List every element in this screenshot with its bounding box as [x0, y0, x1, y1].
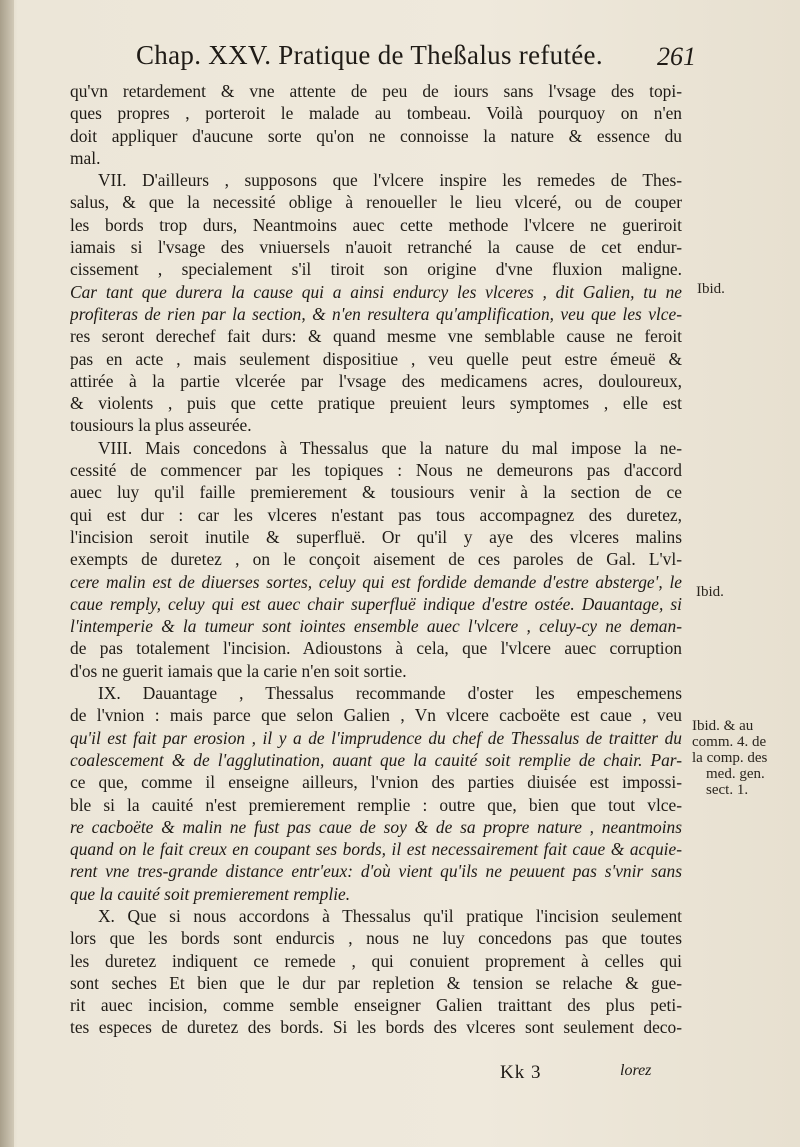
text-line: tes especes de duretez des bords. Si les bords des vlceres sont seulement deco-: [70, 1017, 682, 1038]
text-line: de pas totalement l'incision. Adioustons à cela, que l'vlcere auec corruption: [70, 638, 682, 659]
text-line: profiteras de rien par la section, & n'en resultera qu'amplification, veu que les vlce-: [70, 303, 682, 324]
margin-note-line: comm. 4. de: [692, 734, 767, 750]
signature-mark: Kk 3: [500, 1062, 542, 1083]
text-line: attirée à la partie vlcerée par l'vsage des medicamens acres, douloureux,: [70, 370, 682, 391]
margin-note-ibid-2: Ibid.: [696, 584, 724, 600]
text-line: ce que, comme il enseigne ailleurs, l'vnion des parties diuisée est impossi-: [70, 772, 682, 793]
body-text: [70, 80, 682, 1039]
text-line: sont seches Et bien que le dur par repletion & tension se relache & gue-: [70, 972, 682, 993]
text-line: ques propres , porteroit le malade au tombeau. Voilà pourquoy on n'en: [70, 103, 682, 124]
text-line: cere malin est de diuerses sortes, celuy qui est fordide demande d'estre absterge', le: [70, 571, 682, 592]
text-line: qu'il est fait par erosion , il y a de l'imprudence du chef de Thessalus de traitter du: [70, 727, 682, 748]
margin-note-line: med. gen.: [706, 766, 765, 782]
text-line: de l'vnion : mais parce que selon Galien , Vn vlcere cacboëte est caue , veu: [70, 705, 682, 726]
text-line: les duretez indiquent ce remede , qui conuient proprement à celles qui: [70, 950, 682, 971]
text-line: cessité de commencer par les topiques : Nous ne demeurons pas d'accord: [70, 460, 682, 481]
text-line: qu'vn retardement & vne attente de peu de iours sans l'vsage des topi-: [70, 81, 682, 101]
text-line: doit appliquer d'aucune sorte qu'on ne connoisse la nature & essence du: [70, 125, 682, 146]
text-line: les bords trop durs, Neantmoins auec cette methode l'vlcere ne gueriroit: [70, 214, 682, 235]
binding-gutter: [0, 0, 14, 1147]
text-line: exempts de duretez , on le conçoit aisement de ces paroles de Gal. L'vl-: [70, 549, 682, 570]
margin-note-line: la comp. des: [692, 750, 768, 766]
margin-note-line: Ibid. & au: [692, 718, 754, 734]
text-line: caue remply, celuy qui est auec chair superfluë indique d'estre ostée. Dauantage, si: [70, 593, 682, 614]
text-line: re cacboëte & malin ne fust pas caue de soy & de sa propre nature , neantmoins: [70, 816, 682, 837]
text-line: coalescement & de l'agglutination, auant que la cauité soit remplie de chair. Par-: [70, 749, 682, 770]
text-line: Car tant que durera la cause qui a ainsi endurcy les vlceres , dit Galien, tu ne: [70, 281, 682, 302]
text-line: salus, & que la necessité oblige à renoueller le lieu vlceré, ou de couper: [70, 192, 682, 213]
text-line: cissement , specialement s'il tiroit son origine d'vne fluxion maligne.: [70, 259, 682, 280]
text-line: VII. D'ailleurs , supposons que l'vlcere inspire les remedes de Thes-: [98, 170, 682, 191]
text-line: VIII. Mais concedons à Thessalus que la nature du mal impose la ne-: [98, 437, 682, 458]
running-header: [136, 40, 696, 80]
text-line: mal.: [70, 147, 101, 168]
margin-note-line: sect. 1.: [706, 782, 749, 798]
text-line: rit auec incision, comme semble enseigner Galien traittant des plus peti-: [70, 995, 682, 1016]
text-line: d'os ne guerit iamais que la carie n'en soit sortie.: [70, 660, 407, 681]
text-line: res seront derechef fait durs: & quand mesme vne semblable cause ne feroit: [70, 326, 682, 347]
text-line: & violents , puis que cette pratique preuient leurs symptomes , elle est: [70, 393, 682, 414]
text-line: que la cauité soit premierement remplie.: [70, 883, 351, 904]
text-line: pas en acte , mais seulement dispositiue , veu quelle peut estre émeuë &: [70, 348, 682, 369]
margin-note-ibid-1: Ibid.: [697, 281, 725, 297]
text-line: l'intemperie & la tumeur sont iointes ensemble auec l'vlcere , celuy-cy ne deman-: [70, 616, 682, 637]
text-line: rent vne tres-grande distance entr'eux: d'où vient qu'ils ne peuuent pas s'vnir sans: [70, 861, 682, 882]
text-line: ble si la cauité n'est premierement remplie : outre que, bien que tout vlce-: [70, 794, 682, 815]
text-line: quand on le fait creux en coupant ses bords, il est necessairement fait caue & acquie-: [70, 839, 682, 860]
chapter-title: Chap. XXV. Pratique de Theßalus refutée.: [136, 40, 603, 70]
text-line: qui est dur : car les vlceres n'estant pas tous accompagnez des duretez,: [70, 504, 682, 525]
text-line: IX. Dauantage , Thessalus recommande d'oster les empeschemens: [98, 683, 682, 704]
page-number: 261: [657, 42, 696, 71]
text-line: l'incision seroit inutile & superfluë. Or qu'il y aye des vlceres malins: [70, 526, 682, 547]
text-line: lors que les bords sont endurcis , nous ne luy concedons pas que toutes: [70, 928, 682, 949]
text-line: X. Que si nous accordons à Thessalus qu'il pratique l'incision seulement: [98, 905, 682, 926]
text-line: iamais si l'vsage des vniuersels n'auoit retranché la cause de cet endur-: [70, 237, 682, 258]
text-line: tousiours la plus asseurée.: [70, 415, 252, 436]
margin-note-ibid-3: [692, 718, 767, 798]
catchword: lorez: [620, 1062, 652, 1079]
text-line: auec luy qu'il faille premierement & tousiours venir à la section de ce: [70, 482, 682, 503]
